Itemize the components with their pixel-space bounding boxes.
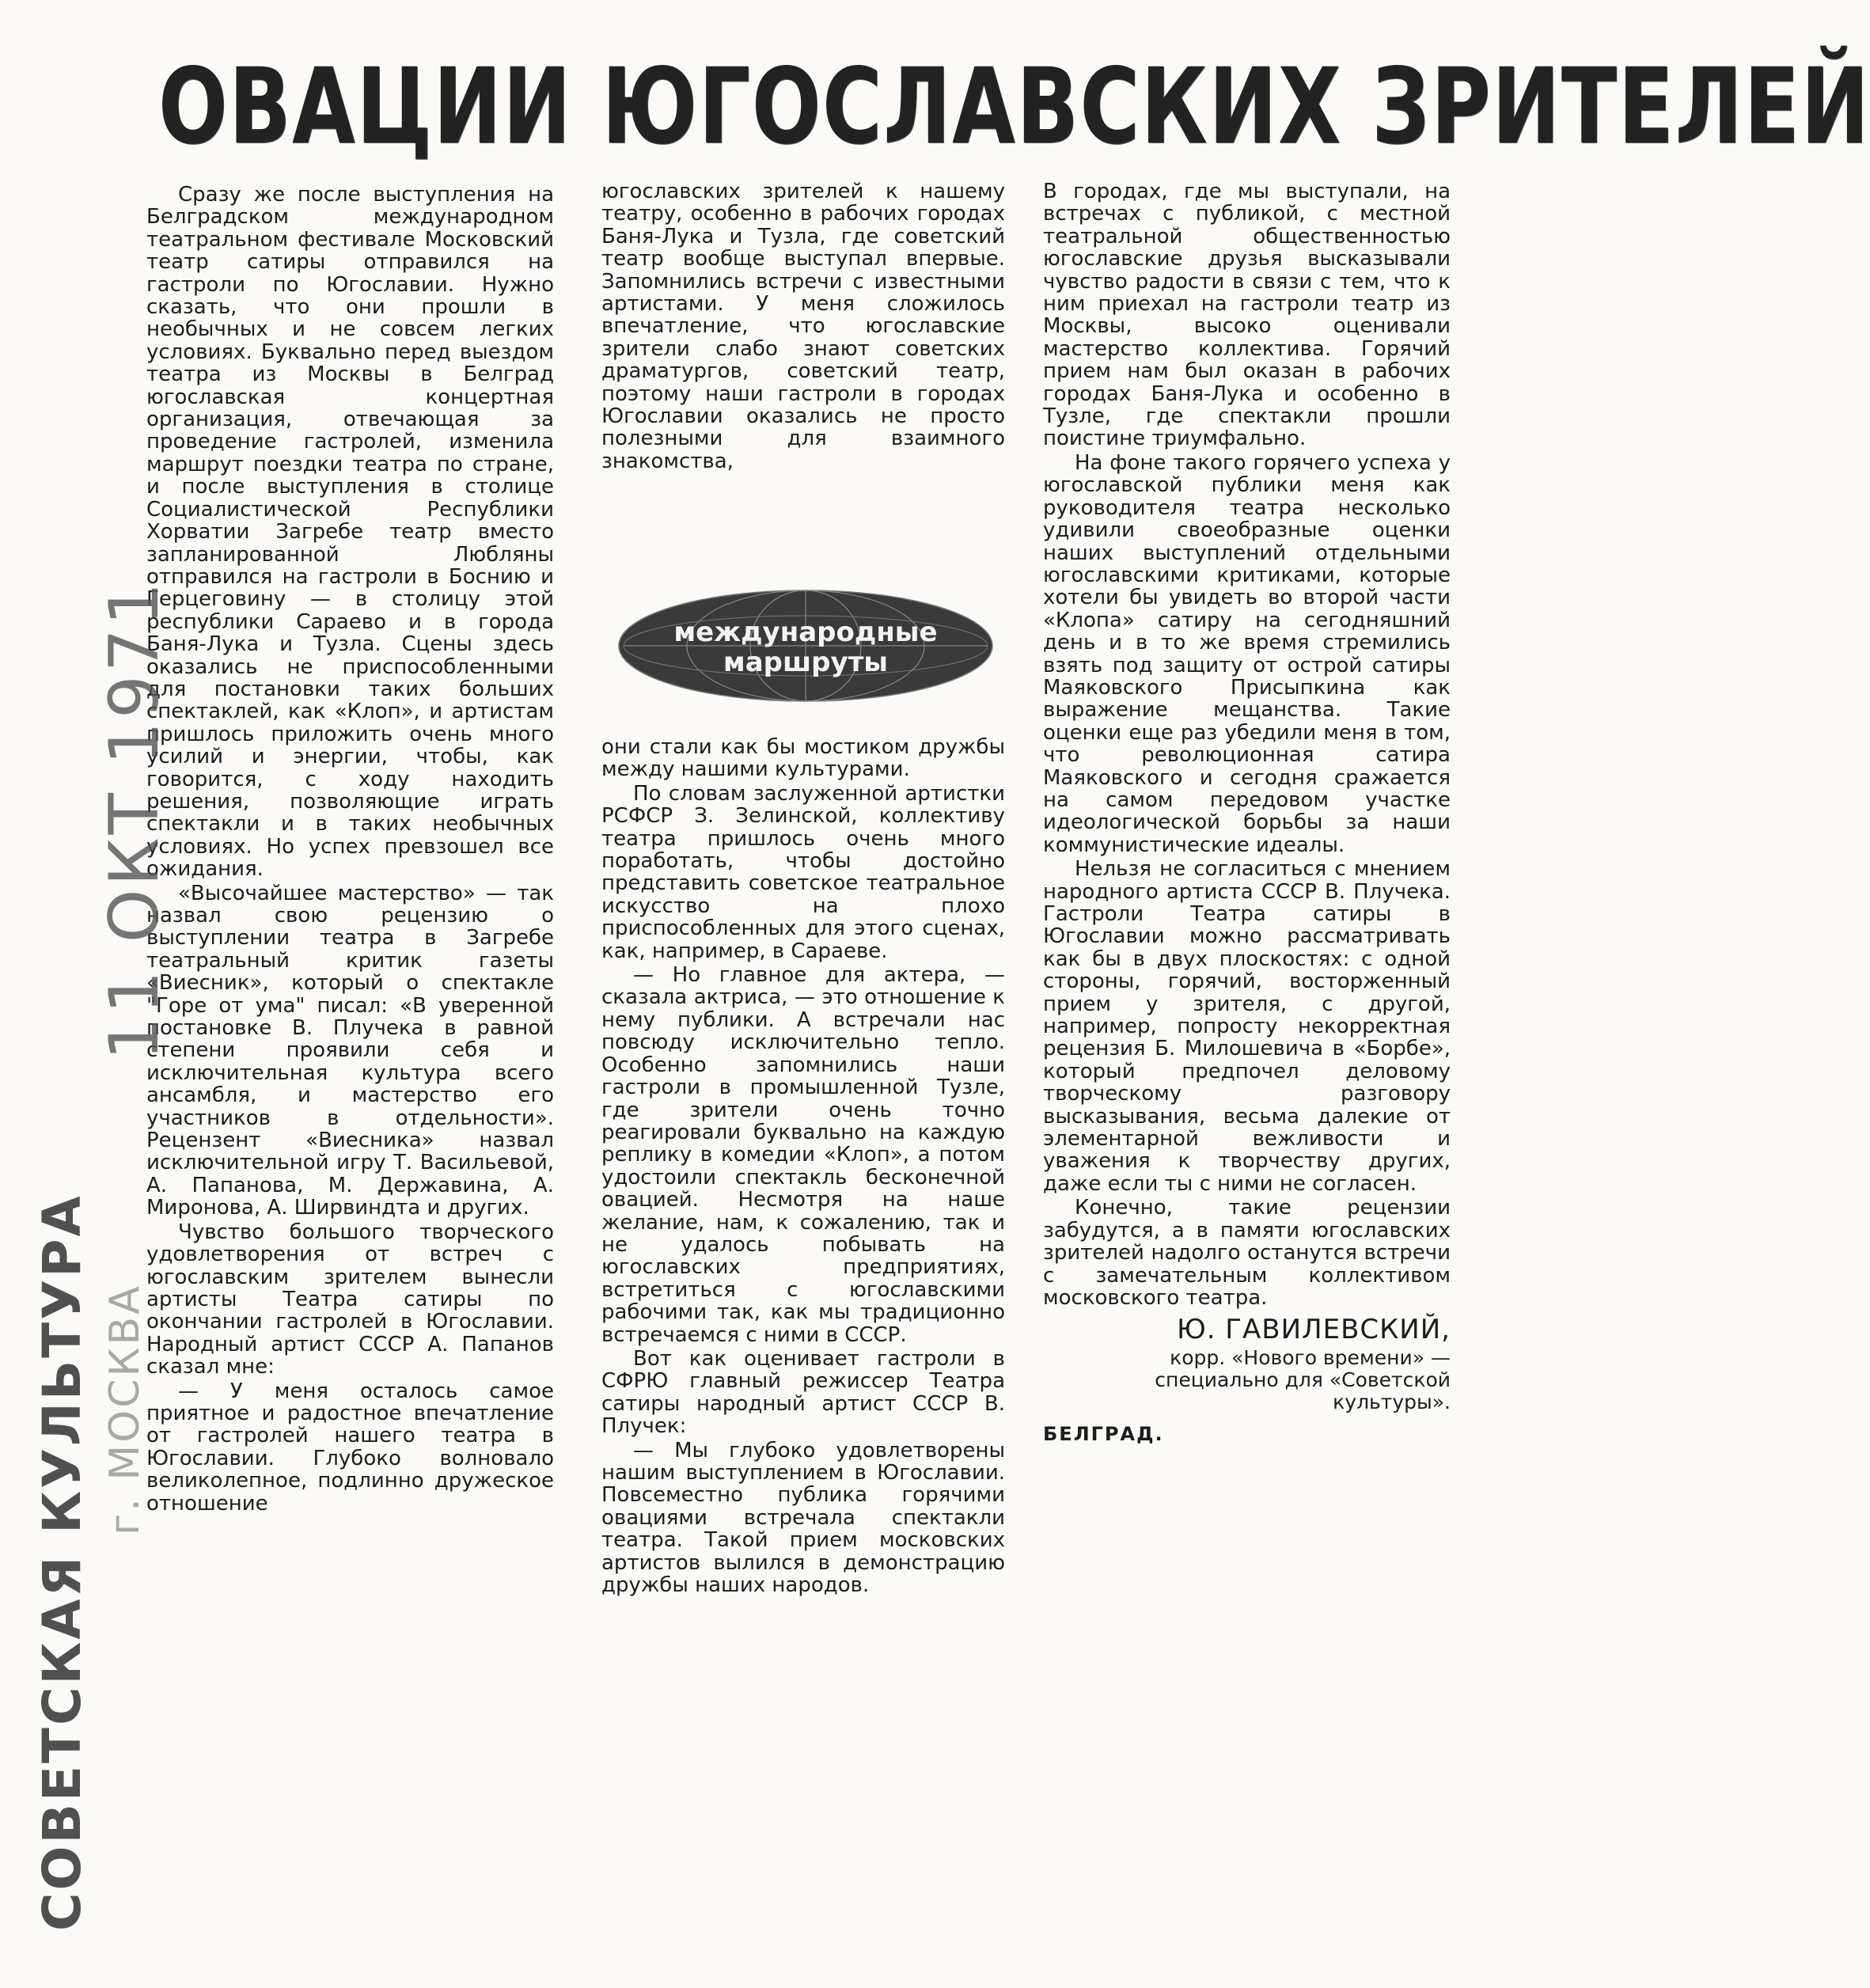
stamp-date: 11 ОКТ 1971 bbox=[95, 579, 174, 1060]
paragraph: Вот как оценивает гастроли в СФРЮ главный режиссер Театра сатиры народный артист СССР В. Плучек: bbox=[601, 1346, 1005, 1439]
article-column-2-bottom bbox=[601, 736, 1005, 1596]
stamp-city: г. МОСКВА bbox=[101, 1284, 149, 1535]
globe-icon bbox=[616, 587, 996, 704]
paragraph: Сразу же после выступления на Белградском международном театральном фестивале Московский театр сатиры отправился на гастроли по Югославии. Нужно сказать, что они прошли в необычных и не совсем легких условиях. Буквально перед выездом театра из Москвы в Белград югославская концертная организация, отвечающая за проведение гастролей, изменила маршрут поездки театра по стране, и после выступления в столице Социалистической Республики Хорватии Загребе театр вместо запланированной Любляны отправился на гастроли в Боснию и Герцеговину — в столицу этой республики Сараево и в города Баня-Лука и Тузла. Сцены здесь оказались не приспособленными для постановки таких больших спектаклей, как «Клоп», и артистам пришлось приложить очень много усилий и энергии, чтобы, как говорится, с ходу находить решения, позволяющие играть спектакли и в таких необычных условиях. Но успех превзошел все ожидания. bbox=[146, 183, 554, 882]
article-column-2-top bbox=[601, 180, 1005, 472]
paragraph: Нельзя не согласиться с мнением народного артиста СССР В. Плучека. Гастроли Театра сатиры в Югославии можно рассматривать как бы в двух плоскостях: с одной стороны, горячий, восторженный прием у зрителя, с другой, например, попросту некорректная рецензия Б. Милошевича в «Борбе», который предпочел деловому творческому разговору высказывания, весьма далекие от элементарной вежливости и уважения к творчеству других, даже если ты с ними не согласен. bbox=[1043, 857, 1451, 1196]
stamp-newspaper-name: СОВЕТСКАЯ КУЛЬТУРА bbox=[32, 1193, 93, 1931]
article-column-3 bbox=[1043, 180, 1451, 1446]
dateline-city: БЕЛГРАД. bbox=[1043, 1423, 1164, 1446]
author-byline: корр. «Нового времени» — специально для «Советской культуры». bbox=[1155, 1346, 1451, 1414]
paragraph: Конечно, такие рецензии забудутся, а в памяти югославских зрителей надолго останутся встречи с замечательным коллективом московского театра. bbox=[1043, 1196, 1451, 1310]
paragraph: они стали как бы мостиком дружбы между нашими культурами. bbox=[601, 735, 1005, 782]
paragraph: По словам заслуженной артистки РСФСР З. Зелинской, коллективу театра пришлось очень много поработать, чтобы достойно представить советское театральное искусство на плохо приспособленных для этого сценах, как, например, в Сараеве. bbox=[601, 781, 1005, 963]
paragraph: — У меня осталось самое приятное и радостное впечатление от гастролей нашего театра в Югославии. Глубоко волновало великолепное, подлинно дружеское отношение bbox=[146, 1379, 554, 1516]
paragraph: Чувство большого творческого удовлетворения от встреч с югославским зрителем вынесли артисты Театра сатиры по окончании гастролей в Югославии. Народный артист СССР А. Папанов сказал мне: bbox=[146, 1220, 554, 1379]
paragraph: В городах, где мы выступали, на встречах с публикой, с местной театральной общественностью югославские друзья высказывали чувство радости в связи с тем, что к ним приехал на гастроли театр из Москвы, высоко оценивали мастерство коллектива. Горячий прием нам был оказан в рабочих городах Баня-Лука и особенно в Тузле, где спектакли прошли поистине триумфально. bbox=[1043, 180, 1451, 451]
author-signature: Ю. ГАВИЛЕВСКИЙ, bbox=[1176, 1314, 1451, 1346]
paragraph: «Высочайшее мастерство» — так назвал свою рецензию о выступлении театра в Загребе театральный критик газеты «Виесник», который о спектакле "Горе от ума" писал: «В уверенной постановке В. Плучека в равной степени проявили себя и исключительная культура всего ансамбля, и мастерство его участников в отдельности». Рецензент «Виесника» назвал исключительной игру Т. Васильевой, А. Папанова, М. Державина, А. Миронова, А. Ширвиндта и других. bbox=[146, 881, 554, 1220]
rubric-line-2: маршруты bbox=[723, 647, 889, 678]
paragraph: На фоне такого горячего успеха у югославской публики меня как руководителя театра несколько удивили своеобразные оценки наших выступлений отдельными югославскими критиками, которые хотели бы увидеть во второй части «Клопа» сатиру на сегодняшний день и в то же время стремились взять под защиту от острой сатиры Маяковского Присыпкина как выражение мещанства. Такие оценки еще раз убедили меня в том, что революционная сатира Маяковского и сегодня сражается на самом передовом участке идеологической борьбы за наши коммунистические идеалы. bbox=[1043, 450, 1451, 857]
article-column-1 bbox=[146, 184, 554, 1515]
headline: ОВАЦИИ ЮГОСЛАВСКИХ ЗРИТЕЛЕЙ bbox=[158, 46, 1870, 168]
clipping-stamp bbox=[32, 269, 190, 1931]
rubric-logo bbox=[616, 587, 996, 704]
rubric-line-1: международные bbox=[673, 617, 938, 648]
paragraph: югославских зрителей к нашему театру, особенно в рабочих городах Баня-Лука и Тузла, где советский театр вообще выступал впервые. Запомнились встречи с известными артистами. У меня сложилось впечатление, что югославские зрители слабо знают советских драматургов, советский театр, поэтому наши гастроли в городах Югославии оказались не просто полезными для взаимного знакомства, bbox=[601, 180, 1005, 473]
paragraph: — Мы глубоко удовлетворены нашим выступлением в Югославии. Повсеместно публика горячими овациями встречала спектакли театра. Такой прием московских артистов вылился в демонстрацию дружбы наших народов. bbox=[601, 1438, 1005, 1598]
paragraph: — Но главное для актера, — сказала актриса, — это отношение к нему публики. А встречали нас повсюду исключительно тепло. Особенно запомнились наши гастроли в промышленной Тузле, где зрители очень точно реагировали буквально на каждую реплику в комедии «Клоп», а потом удостоили спектакль бесконечной овацией. Несмотря на наше желание, нам, к сожалению, так и не удалось побывать на югославских предприятиях, встретиться с югославскими рабочими так, как мы традиционно встречаемся с ними в СССР. bbox=[601, 963, 1005, 1347]
